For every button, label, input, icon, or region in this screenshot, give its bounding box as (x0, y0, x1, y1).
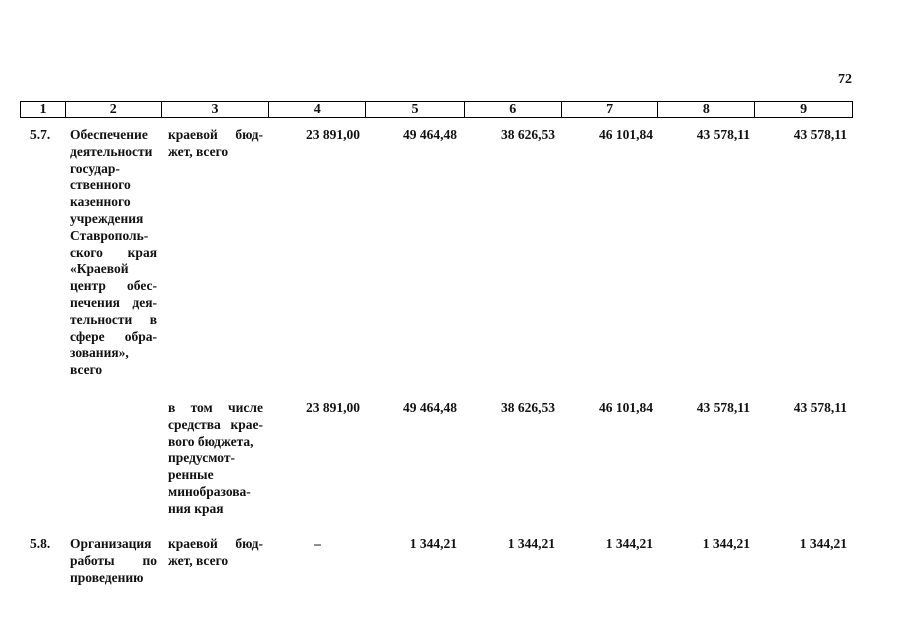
row-5-8-col-9: 1 344,21 (799, 536, 847, 551)
row-sub-col-7: 46 101,84 (599, 400, 653, 415)
row-index-5-7: 5.7. (30, 127, 51, 142)
row-5-8-col-4: – (314, 536, 321, 551)
row-5-7-col-7: 46 101,84 (599, 127, 653, 142)
row-source-sub (168, 400, 263, 518)
row-sub-col-8: 43 578,11 (696, 400, 750, 415)
row-5-7-col-4: 23 891,00 (306, 127, 360, 142)
name-line: печения дея- (70, 294, 157, 310)
header-col-7: 7 (562, 102, 659, 117)
name-line: казенного (70, 194, 131, 210)
row-5-8-col-7: 1 344,21 (605, 536, 653, 551)
name-line: всего (70, 362, 103, 378)
source-line: в том числе (168, 400, 263, 415)
source-line: предусмот- (168, 450, 235, 466)
row-sub-col-4: 23 891,00 (306, 400, 360, 415)
name-line: тельности в (70, 311, 157, 327)
name-line: государ- (70, 160, 120, 176)
header-col-1: 1 (21, 102, 66, 117)
source-line: жет, всего (168, 143, 229, 159)
source-line: жет, всего (168, 552, 229, 568)
header-col-4: 4 (269, 102, 366, 117)
source-line: краевой бюд- (168, 127, 263, 142)
source-line: ния края (168, 500, 224, 516)
name-line: зования», (70, 345, 129, 361)
row-5-8-col-8: 1 344,21 (702, 536, 750, 551)
name-line: учреждения (70, 210, 144, 226)
row-5-7-col-5: 49 464,48 (403, 127, 457, 142)
row-5-8-col-6: 1 344,21 (507, 536, 555, 551)
name-line: ского края (70, 244, 157, 260)
name-line: проведению (70, 569, 144, 585)
header-col-9: 9 (800, 102, 808, 117)
row-source-5-8 (168, 536, 263, 570)
row-5-7-col-9: 43 578,11 (793, 127, 847, 142)
name-line: «Краевой (70, 261, 129, 277)
name-line: деятельности (70, 143, 153, 159)
row-5-7-col-8: 43 578,11 (696, 127, 750, 142)
header-col-6: 6 (465, 102, 562, 117)
row-5-7-col-6: 38 626,53 (501, 127, 555, 142)
table-header-row (20, 101, 853, 118)
header-col-5: 5 (366, 102, 465, 117)
name-line: Ставрополь- (70, 227, 149, 243)
name-line: сфере обра- (70, 328, 157, 344)
name-line: ственного (70, 177, 131, 193)
row-5-8-col-5: 1 344,21 (409, 536, 457, 551)
source-line: средства крае- (168, 416, 263, 432)
header-col-8: 8 (658, 102, 755, 117)
name-line: Организация (70, 536, 152, 551)
header-col-3: 3 (162, 102, 270, 117)
source-line: ренные (168, 467, 214, 483)
row-sub-col-5: 49 464,48 (403, 400, 457, 415)
name-line: Обеспечение (70, 127, 148, 142)
row-name-5-8 (70, 536, 157, 586)
source-line: краевой бюд- (168, 536, 263, 551)
source-line: минобразова- (168, 483, 251, 499)
source-line: вого бюджета, (168, 433, 254, 449)
row-sub-col-9: 43 578,11 (793, 400, 847, 415)
row-index-5-8: 5.8. (30, 536, 51, 551)
row-sub-col-6: 38 626,53 (501, 400, 555, 415)
row-source-5-7 (168, 127, 263, 161)
row-name-5-7 (70, 127, 157, 379)
page-number: 72 (838, 72, 852, 87)
name-line: центр обес- (70, 278, 157, 294)
name-line: работы по (70, 552, 157, 568)
header-col-2: 2 (66, 102, 162, 117)
